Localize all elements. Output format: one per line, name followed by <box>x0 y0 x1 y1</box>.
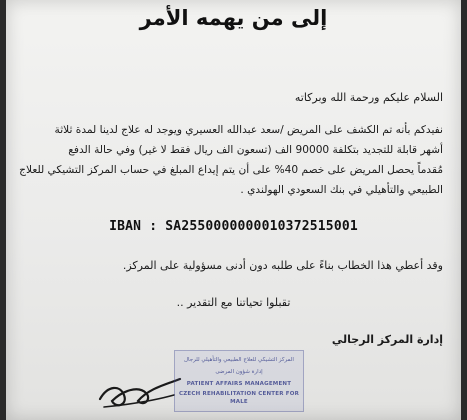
letter-title: إلى من يهمه الأمر <box>139 6 328 30</box>
stamp-line: المركز التشيكي للعلاج الطبيعي والتأهيلي للرجال <box>184 357 294 363</box>
salutation: السلام عليكم ورحمة الله وبركاته <box>294 91 443 104</box>
body-line: مُقدماً يحصل المريض على خصم 40% على أن يتم إيداع المبلغ في حساب المركز التشيكي للعلاج <box>19 164 443 176</box>
body-line: الطبيعي والتأهيلي في بنك السعودي الهولندي . <box>240 184 443 196</box>
stamp-line: PATIENT AFFAIRS MANAGEMENT <box>186 381 292 387</box>
letter-page <box>6 0 461 420</box>
signature-mark <box>94 355 186 413</box>
disclaimer-note: وقد أعطي هذا الخطاب بناءً على طلبه دون أدنى مسؤولية على المركز. <box>122 259 443 272</box>
closing-line: تقبلوا تحياتنا مع التقدير .. <box>176 296 291 309</box>
body-line: نفيدكم بأنه تم الكشف على المريض /سعد عبدالله العسيري ويوجد له علاج لدينا لمدة ثلاثة <box>54 124 443 136</box>
management-signoff: إدارة المركز الرجالي <box>331 333 443 346</box>
stamp-line: إدارة شؤون المرضى <box>215 369 263 375</box>
letter-body <box>18 120 443 200</box>
official-stamp <box>174 350 304 412</box>
stamp-line: CZECH REHABILITATION CENTER FOR MALE <box>178 391 300 405</box>
body-line: أشهر قابلة للتجديد بتكلفة 90000 الف (تسعون الف ريال فقط لا غير) وفي حالة الدفع <box>68 144 443 156</box>
iban-number: IBAN : SA2550000000010372515001 <box>109 219 358 234</box>
